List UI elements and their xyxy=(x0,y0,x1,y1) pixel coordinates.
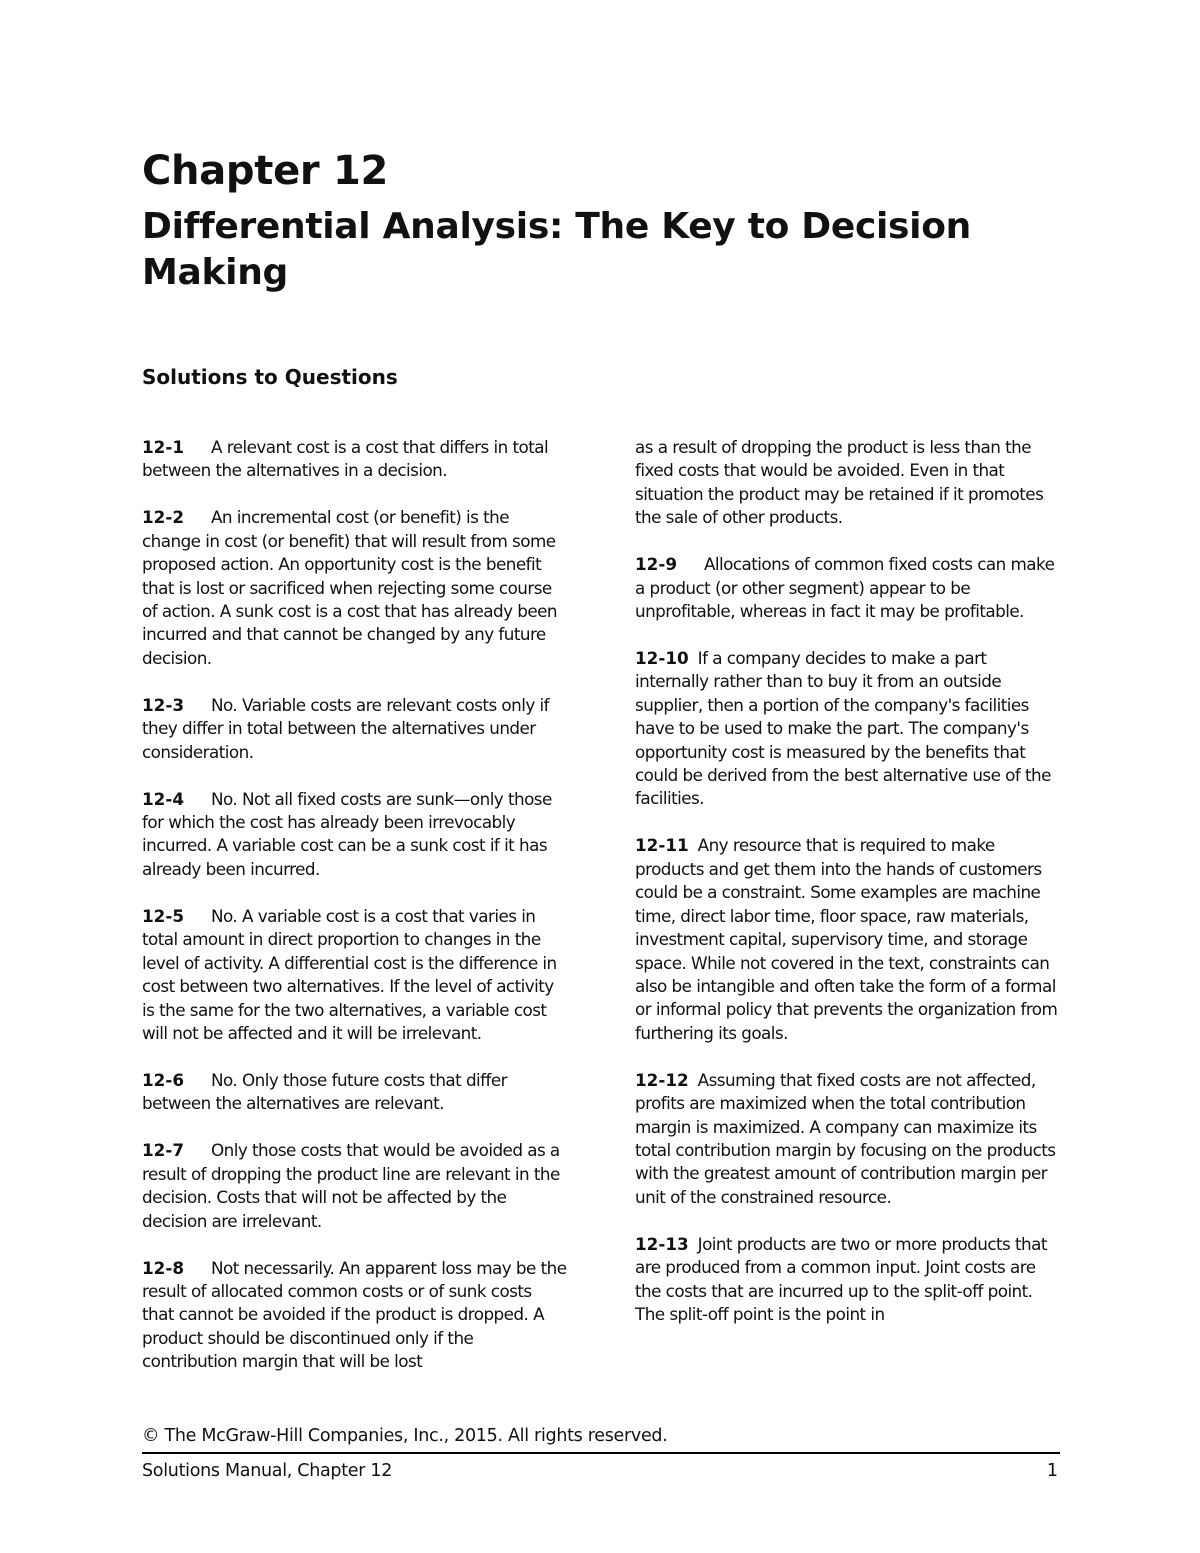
answer-12-10 xyxy=(635,647,1060,811)
answer-text: Allocations of common fixed costs can make a product (or other segment) appear to be unprofitable, whereas in fact it may be profitable. xyxy=(635,554,1055,622)
copyright-notice: © The McGraw-Hill Companies, Inc., 2015. All rights reserved. xyxy=(142,1426,668,1446)
answer-12-12 xyxy=(635,1069,1060,1209)
answer-text: Not necessarily. An apparent loss may be the result of allocated common costs or of sunk costs that cannot be avoided if the product is dropped. A product should be discontinued only if the contribution margin that will be lost xyxy=(142,1257,567,1372)
answer-number: 12-12 xyxy=(635,1069,689,1090)
answer-12-5 xyxy=(142,905,567,1045)
answer-text: Joint products are two or more products that are produced from a common input. Joint costs are the costs that are incurred up to the split-off point. The split-off point is the point in xyxy=(635,1233,1047,1324)
answer-text: If a company decides to make a part internally rather than to buy it from an outside supplier, then a portion of the company's facilities have to be used to make the part. The company's opportunity cost is measured by the benefits that could be derived from the best alternative use of the facilities. xyxy=(635,648,1051,809)
answer-number: 12-8 xyxy=(142,1257,184,1278)
answer-number: 12-2 xyxy=(142,507,184,528)
answer-12-2 xyxy=(142,506,567,670)
answer-number: 12-11 xyxy=(635,835,689,856)
answer-text: as a result of dropping the product is less than the fixed costs that would be avoided. Even in that situation the product may be retained if it promotes the sale of other products. xyxy=(635,437,1044,528)
chapter-title: Differential Analysis: The Key to Decision Making xyxy=(142,206,971,293)
footer-manual-label: Solutions Manual, Chapter 12 xyxy=(142,1461,393,1481)
answer-text: An incremental cost (or benefit) is the change in cost (or benefit) that will result from some proposed action. An opportunity cost is the benefit that is lost or sacrificed when rejecting some course of action. A sunk cost is a cost that has already been incurred and that cannot be changed by any future decision. xyxy=(142,507,558,668)
answer-12-3 xyxy=(142,694,567,764)
answer-number: 12-4 xyxy=(142,788,184,809)
answer-12-8 xyxy=(142,1257,567,1374)
answer-number: 12-5 xyxy=(142,905,184,926)
answer-12-13 xyxy=(635,1233,1060,1327)
answer-number: 12-9 xyxy=(635,554,677,575)
answer-text: No. Variable costs are relevant costs only if they differ in total between the alternatives under consideration. xyxy=(142,694,549,762)
chapter-heading xyxy=(142,142,1062,296)
answer-12-7 xyxy=(142,1139,567,1233)
answer-12-8-continued xyxy=(635,436,1060,530)
answer-number: 12-10 xyxy=(635,648,689,669)
answer-number: 12-13 xyxy=(635,1233,689,1254)
answer-text: Assuming that fixed costs are not affected, profits are maximized when the total contribution margin is maximized. A company can maximize its total contribution margin by focusing on the products with the greatest amount of contribution margin per unit of the constrained resource. xyxy=(635,1069,1056,1207)
answer-number: 12-3 xyxy=(142,694,184,715)
chapter-number: Chapter 12 xyxy=(142,148,389,194)
answer-12-11 xyxy=(635,834,1060,1045)
footer-divider xyxy=(142,1452,1060,1454)
section-heading: Solutions to Questions xyxy=(142,365,398,389)
answer-text: A relevant cost is a cost that differs in total between the alternatives in a decision. xyxy=(142,437,549,481)
answer-12-4 xyxy=(142,788,567,882)
answer-text: No. Not all fixed costs are sunk—only those for which the cost has already been irrevocably incurred. A variable cost can be a sunk cost if it has already been incurred. xyxy=(142,788,552,879)
right-column xyxy=(635,436,1060,1350)
answer-number: 12-1 xyxy=(142,437,184,457)
left-column xyxy=(142,436,567,1397)
answer-text: No. A variable cost is a cost that varies in total amount in direct proportion to changes in the level of activity. A differential cost is the difference in cost between two alternatives. If the level of activity is the same for the two alternatives, a variable cost will not be affected and it will be irrelevant. xyxy=(142,905,557,1043)
answer-text: Any resource that is required to make products and get them into the hands of customers could be a constraint. Some examples are machine time, direct labor time, floor space, raw materials, investment capital, supervisory time, and storage space. While not covered in the text, constraints can also be intangible and often take the form of a formal or informal policy that prevents the organization from furthering its goals. xyxy=(635,835,1058,1043)
answer-number: 12-7 xyxy=(142,1140,184,1161)
page-number: 1 xyxy=(1046,1461,1058,1481)
answer-number: 12-6 xyxy=(142,1069,184,1090)
answer-12-6 xyxy=(142,1069,567,1116)
answer-12-1 xyxy=(142,436,567,483)
answer-12-9 xyxy=(635,553,1060,623)
answer-text: Only those costs that would be avoided as a result of dropping the product line are relevant in the decision. Costs that will not be affected by the decision are irrelevant. xyxy=(142,1140,560,1231)
answer-text: No. Only those future costs that differ between the alternatives are relevant. xyxy=(142,1069,508,1114)
